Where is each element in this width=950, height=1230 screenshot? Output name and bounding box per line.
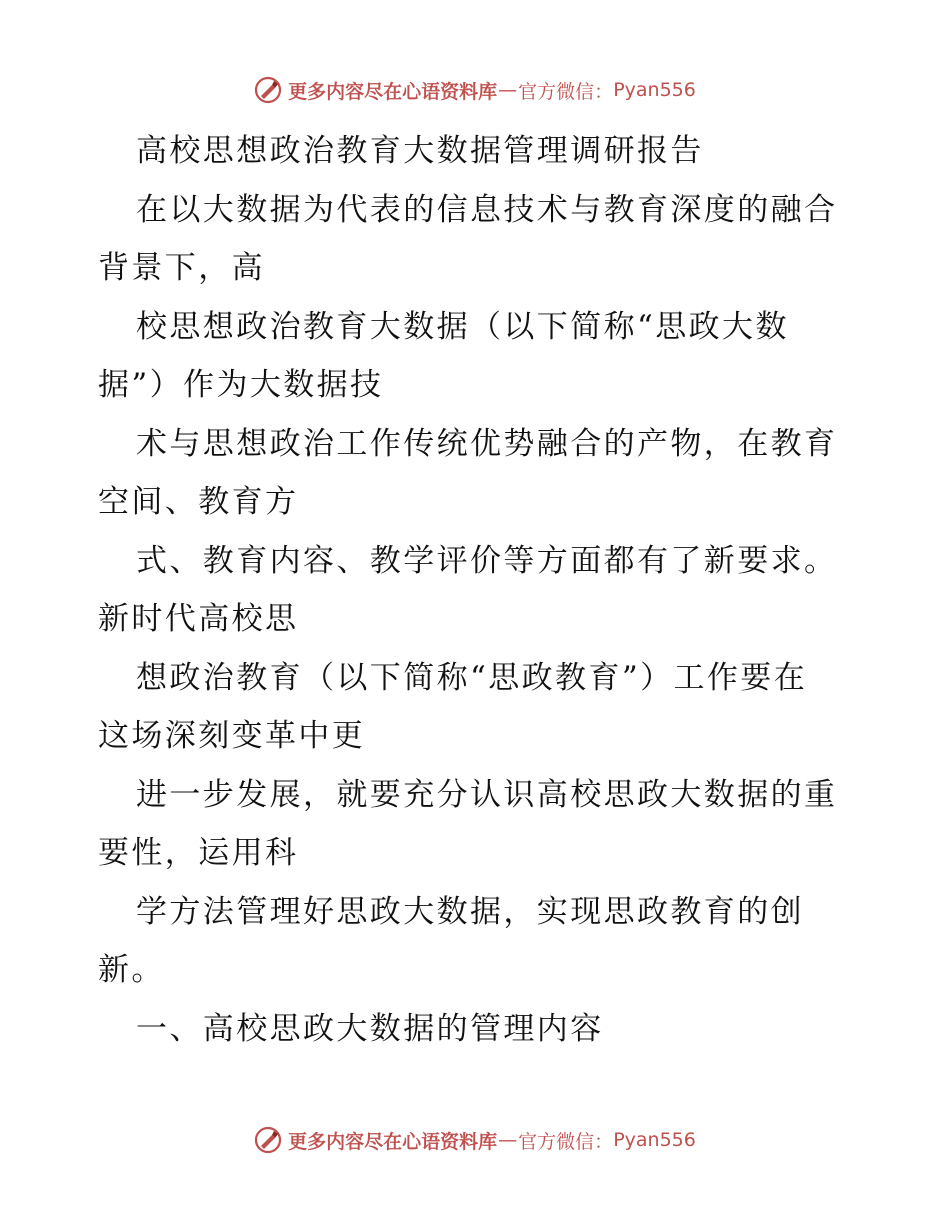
pen-logo-icon (254, 1126, 282, 1154)
paragraph-line: 这场深刻变革中更 (98, 718, 366, 754)
watermark-dash: — (498, 79, 518, 101)
paragraph-line: 想政治教育（以下简称“思政教育”）工作要在 (136, 659, 808, 696)
watermark-main-text: 更多内容尽在心语资料库 (288, 1130, 498, 1153)
header-watermark (0, 70, 950, 110)
paragraph-line: 新。 (98, 952, 165, 988)
paragraph-line: 在以大数据为代表的信息技术与教育深度的融合 (136, 191, 838, 228)
paragraph-line: 校思想政治教育大数据（以下简称“思政大数 (136, 308, 789, 345)
watermark-wechat-id: Pyan556 (613, 1129, 696, 1151)
paragraph-line: 要性，运用科 (98, 835, 299, 871)
paragraph-line: 据”）作为大数据技 (98, 367, 384, 403)
footer-watermark (0, 1120, 950, 1160)
watermark-dash: — (498, 1129, 518, 1151)
document-body (98, 122, 858, 1058)
document-title: 高校思想政治教育大数据管理调研报告 (136, 133, 704, 169)
paragraph-line: 新时代高校思 (98, 601, 299, 637)
paragraph-line: 进一步发展，就要充分认识高校思政大数据的重 (136, 776, 838, 813)
paragraph-line: 术与思想政治工作传统优势融合的产物，在教育 (136, 425, 838, 462)
paragraph-line: 背景下，高 (98, 250, 265, 286)
section-heading: 一、高校思政大数据的管理内容 (136, 1010, 604, 1047)
paragraph-line: 学方法管理好思政大数据，实现思政教育的创 (136, 893, 804, 930)
paragraph-line: 式、教育内容、教学评价等方面都有了新要求。 (136, 542, 838, 579)
pen-logo-icon (254, 76, 282, 104)
paragraph-line: 空间、教育方 (98, 484, 299, 520)
watermark-wechat-id: Pyan556 (613, 79, 696, 101)
watermark-wechat-label: 官方微信： (518, 1130, 614, 1153)
watermark-main-text: 更多内容尽在心语资料库 (288, 80, 498, 103)
watermark-wechat-label: 官方微信： (518, 80, 614, 103)
